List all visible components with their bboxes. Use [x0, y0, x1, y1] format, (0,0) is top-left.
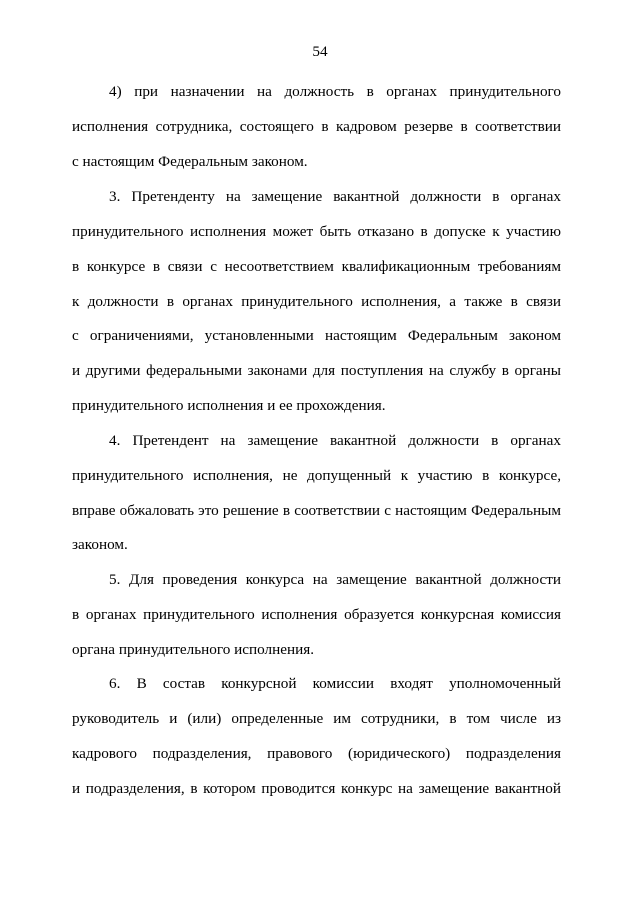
- text-line: к должности в органах принудительного исполнения, а также в связи: [72, 293, 561, 310]
- text-line: с ограничениями, установленными настоящим Федеральным законом: [72, 327, 561, 344]
- text-line: руководитель и (или) определенные им сотрудники, в том числе из: [72, 710, 561, 727]
- text-line: законом.: [72, 536, 128, 553]
- text-line: и подразделения, в котором проводится конкурс на замещение вакантной: [72, 780, 561, 797]
- text-line: кадрового подразделения, правового (юридического) подразделения: [72, 745, 561, 762]
- text-line: с настоящим Федеральным законом.: [72, 153, 308, 170]
- text-line: вправе обжаловать это решение в соответствии с настоящим Федеральным: [72, 502, 561, 519]
- text-line: принудительного исполнения и ее прохождения.: [72, 397, 386, 414]
- page-number: 54: [312, 43, 328, 60]
- text-line: принудительного исполнения, не допущенный к участию в конкурсе,: [72, 467, 561, 484]
- text-line: в конкурсе в связи с несоответствием квалификационным требованиям: [72, 258, 561, 275]
- text-line: в органах принудительного исполнения образуется конкурсная комиссия: [72, 606, 561, 623]
- text-line: 4) при назначении на должность в органах принудительного: [109, 83, 561, 100]
- text-line: 3. Претенденту на замещение вакантной должности в органах: [109, 188, 561, 205]
- text-line: исполнения сотрудника, состоящего в кадровом резерве в соответствии: [72, 118, 561, 135]
- text-line: органа принудительного исполнения.: [72, 641, 315, 658]
- text-line: и другими федеральными законами для поступления на службу в органы: [72, 362, 561, 379]
- text-line: принудительного исполнения может быть отказано в допуске к участию: [72, 223, 561, 240]
- text-line: 6. В состав конкурсной комиссии входят уполномоченный: [109, 675, 561, 692]
- text-line: 4. Претендент на замещение вакантной должности в органах: [109, 432, 561, 449]
- text-line: 5. Для проведения конкурса на замещение вакантной должности: [109, 571, 561, 588]
